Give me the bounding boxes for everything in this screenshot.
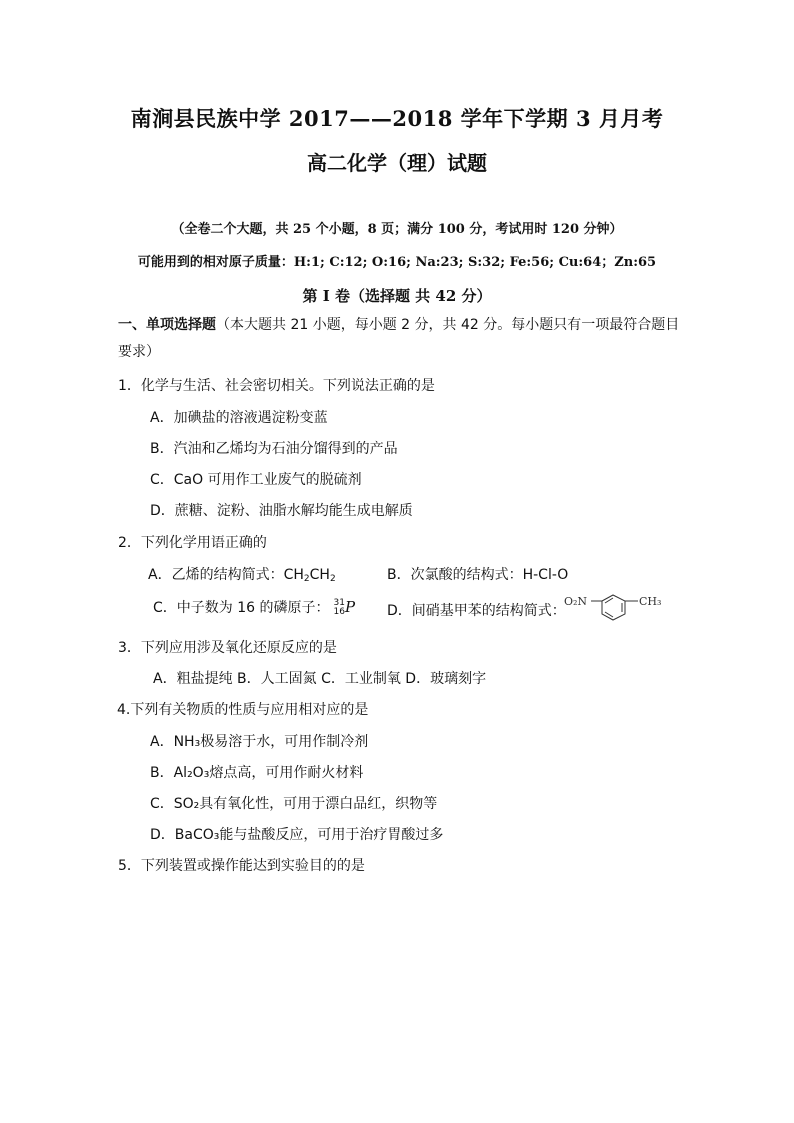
q4-stem: 4.下列有关物质的性质与应用相对应的是 bbox=[117, 702, 369, 718]
q4-option-a: A．NH₃极易溶于水，可用作制冷剂 bbox=[150, 734, 369, 750]
q1-option-d: D．蔗糖、淀粉、油脂水解均能生成电解质 bbox=[150, 503, 413, 519]
q3-options: A．粗盐提纯 B．人工固氮 C．工业制氧 D．玻璃刻字 bbox=[153, 671, 487, 687]
q2-option-c: C．中子数为 16 的磷原子： 31 16 P bbox=[153, 598, 356, 617]
q2-option-a: A．乙烯的结构简式：$CH_2CH_2$ bbox=[148, 567, 336, 584]
q1-stem: 1．化学与生活、社会密切相关。下列说法正确的是 bbox=[118, 378, 435, 394]
exam-subtitle: 高二化学（理）试题 bbox=[307, 151, 487, 175]
benzene-ring-diagram bbox=[564, 588, 676, 628]
q4-option-d: D．BaCO₃能与盐酸反应，可用于治疗胃酸过多 bbox=[150, 827, 444, 843]
q5-stem: 5．下列装置或操作能达到实验目的的是 bbox=[118, 858, 365, 874]
section-title: 第 I 卷（选择题 共 42 分） bbox=[302, 287, 492, 305]
exam-info: （全卷二个大题，共 25 个小题，8 页；满分 100 分，考试用时 120 分钟） bbox=[171, 222, 623, 237]
q3-stem: 3．下列应用涉及氧化还原反应的是 bbox=[118, 640, 337, 656]
q1-option-c: C．CaO 可用作工业废气的脱硫剂 bbox=[150, 472, 362, 488]
atomic-masses: 可能用到的相对原子质量：H:1; C:12; O:16; Na:23; S:32; Fe:56; Cu:64；Zn:65 bbox=[137, 255, 657, 270]
part-description: （本大题共 21 小题，每小题 2 分，共 42 分。每小题只有一项最符合题目 bbox=[216, 317, 680, 333]
q1-option-a: A．加碘盐的溶液遇淀粉变蓝 bbox=[150, 410, 328, 426]
part-title: 一、单项选择题 bbox=[118, 317, 216, 333]
part-heading bbox=[118, 314, 679, 334]
m-nitrotoluene-structure bbox=[564, 588, 676, 628]
methyl-group-label: CH₃ bbox=[639, 595, 662, 608]
nitro-group-label: O₂N bbox=[564, 595, 588, 608]
q2-stem: 2．下列化学用语正确的 bbox=[118, 535, 267, 551]
q4-option-b: B．Al₂O₃熔点高，可用作耐火材料 bbox=[150, 765, 364, 781]
isotope-notation: 31 16 bbox=[333, 598, 345, 617]
q1-option-b: B．汽油和乙烯均为石油分馏得到的产品 bbox=[150, 441, 398, 457]
exam-title: 南涧县民族中学 2017——2018 学年下学期 3 月月考 bbox=[130, 106, 664, 131]
q2-option-b: B．次氯酸的结构式：H-Cl-O bbox=[387, 567, 569, 583]
part-description-cont: 要求） bbox=[118, 344, 160, 360]
q4-option-c: C．SO₂具有氧化性，可用于漂白品红，织物等 bbox=[150, 796, 438, 812]
q2-option-d: D．间硝基甲苯的结构简式： bbox=[387, 603, 566, 619]
